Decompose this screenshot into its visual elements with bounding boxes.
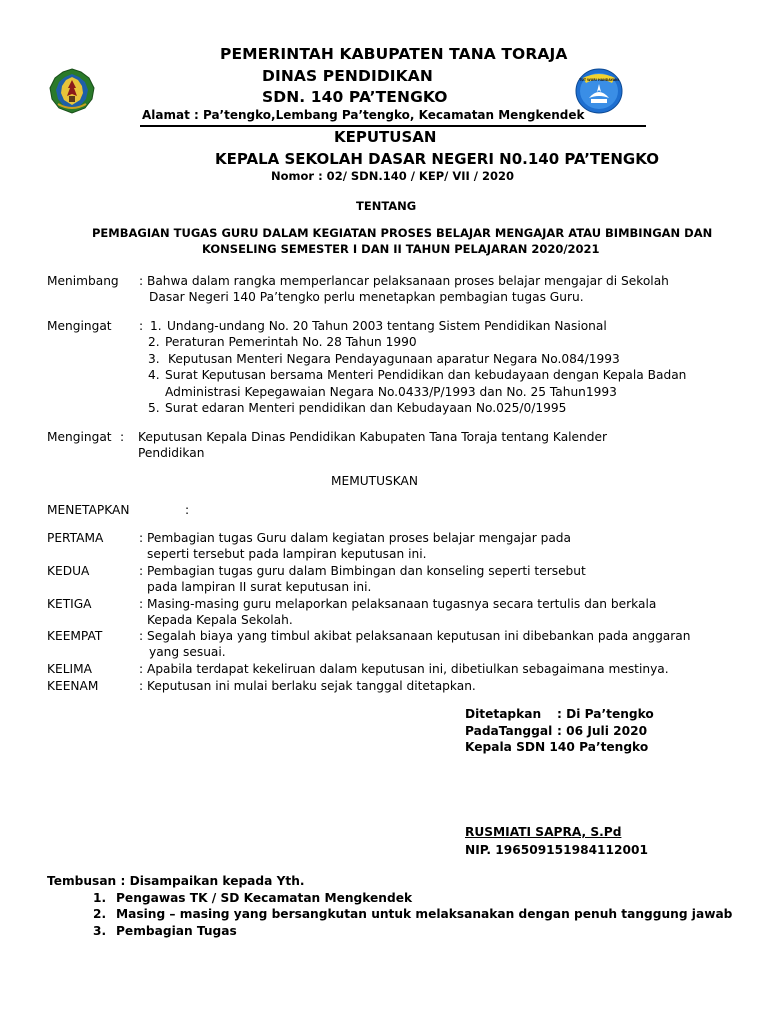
clause-line-1: : Segalah biaya yang timbul akibat pelaksanaan keputusan ini dibebankan pada anggaran xyxy=(139,629,691,643)
signatory-nip: NIP. 196509151984112001 xyxy=(465,843,648,857)
tembusan-heading: Tembusan : Disampaikan kepada Yth. xyxy=(47,874,305,888)
tembusan-item-number: 2. xyxy=(93,907,107,921)
subject-line-1: PEMBAGIAN TUGAS GURU DALAM KEGIATAN PROSES BELAJAR MENGAJAR ATAU BIMBINGAN DAN xyxy=(92,226,713,240)
mengingat-item-number: 3. xyxy=(148,352,160,366)
clause-line-1: : Masing-masing guru melaporkan pelaksanaan tugasnya secara tertulis dan berkala xyxy=(139,597,657,611)
mengingat-item-number: 4. xyxy=(148,368,160,382)
mengingat-item-text: Peraturan Pemerintah No. 28 Tahun 1990 xyxy=(165,335,417,349)
tembusan-item-number: 3. xyxy=(93,924,107,938)
clause-line-2: yang sesuai. xyxy=(149,645,226,659)
menetapkan-label: MENETAPKAN xyxy=(47,503,130,517)
decree-number: Nomor : 02/ SDN.140 / KEP/ VII / 2020 xyxy=(271,169,514,183)
clause-line-1: : Pembagian tugas guru dalam Bimbingan dan konseling seperti tersebut xyxy=(139,564,586,578)
decree-issuer: KEPALA SEKOLAH DASAR NEGERI N0.140 PA’TENGKO xyxy=(215,150,659,168)
mengingat-item-text: Surat Keputusan bersama Menteri Pendidikan dan kebudayaan dengan Kepala Badan xyxy=(165,368,687,382)
clause-line-2: Kepada Kepala Sekolah. xyxy=(147,613,293,627)
signature-place-value: : Di Pa’tengko xyxy=(557,707,654,721)
mengingat-item-text-continued: Administrasi Kepegawaian Negara No.0433/P/1993 dan No. 25 Tahun1993 xyxy=(165,385,617,399)
mengingat-label: Mengingat xyxy=(47,430,112,444)
mengingat-item-number: 1. xyxy=(150,319,162,333)
header-address: Alamat : Pa’tengko,Lembang Pa’tengko, Kecamatan Mengkendek xyxy=(142,108,585,122)
mengingat-item-number: 5. xyxy=(148,401,160,415)
clause-label: PERTAMA xyxy=(47,531,104,545)
mengingat-item-text: Undang-undang No. 20 Tahun 2003 tentang Sistem Pendidikan Nasional xyxy=(167,319,607,333)
signature-date-label: PadaTanggal xyxy=(465,724,553,738)
mengingat-item-text: Surat edaran Menteri pendidikan dan Kebudayaan No.025/0/1995 xyxy=(165,401,567,415)
memutuskan-heading: MEMUTUSKAN xyxy=(331,474,418,488)
subject-line-2: KONSELING SEMESTER I DAN II TAHUN PELAJARAN 2020/2021 xyxy=(202,242,600,256)
tembusan-item-text: Pengawas TK / SD Kecamatan Mengkendek xyxy=(116,891,413,905)
clause-line-1: : Apabila terdapat kekeliruan dalam keputusan ini, dibetiulkan sebagaimana mestinya. xyxy=(139,662,669,676)
mengingat-calendar-line-1: Keputusan Kepala Dinas Pendidikan Kabupaten Tana Toraja tentang Kalender xyxy=(138,430,608,444)
clause-line-2: seperti tersebut pada lampiran keputusan ini. xyxy=(147,547,427,561)
signature-position: Kepala SDN 140 Pa’tengko xyxy=(465,740,649,754)
clause-label: KELIMA xyxy=(47,662,92,676)
clause-label: KEEMPAT xyxy=(47,629,103,643)
emblem-motto: TUT WURI HANDAYANI xyxy=(579,78,619,82)
mengingat-label: Mengingat xyxy=(47,319,112,333)
header-line-school: SDN. 140 PA’TENGKO xyxy=(262,88,448,106)
header-divider xyxy=(140,125,646,127)
menetapkan-colon: : xyxy=(185,503,190,517)
clause-label: KEDUA xyxy=(47,564,90,578)
mengingat-calendar-line-2: Pendidikan xyxy=(138,446,205,460)
clause-line-2: pada lampiran II surat keputusan ini. xyxy=(147,580,372,594)
clause-line-1: : Pembagian tugas Guru dalam kegiatan proses belajar mengajar pada xyxy=(139,531,572,545)
mengingat-colon: : xyxy=(120,430,125,444)
clause-label: KEENAM xyxy=(47,679,99,693)
mengingat-colon: : xyxy=(139,319,144,333)
regency-emblem-logo xyxy=(48,68,96,114)
menimbang-line-2: Dasar Negeri 140 Pa’tengko perlu menetapkan pembagian tugas Guru. xyxy=(149,290,584,304)
signature-date-value: : 06 Juli 2020 xyxy=(557,724,648,738)
tut-wuri-handayani-logo xyxy=(575,68,623,114)
clause-label: KETIGA xyxy=(47,597,92,611)
tembusan-item-number: 1. xyxy=(93,891,107,905)
clause-line-1: : Keputusan ini mulai berlaku sejak tanggal ditetapkan. xyxy=(139,679,476,693)
about-label: TENTANG xyxy=(356,199,417,213)
tembusan-item-text: Pembagian Tugas xyxy=(116,924,237,938)
decree-title: KEPUTUSAN xyxy=(334,128,437,146)
mengingat-item-number: 2. xyxy=(148,335,160,349)
mengingat-item-text: Keputusan Menteri Negara Pendayagunaan aparatur Negara No.084/1993 xyxy=(168,352,620,366)
menimbang-label: Menimbang xyxy=(47,274,119,288)
menimbang-line-1: : Bahwa dalam rangka memperlancar pelaksanaan proses belajar mengajar di Sekolah xyxy=(139,274,669,288)
signatory-name: RUSMIATI SAPRA, S.Pd xyxy=(465,825,622,839)
header-line-office: DINAS PENDIDIKAN xyxy=(262,67,433,85)
signature-place-label: Ditetapkan xyxy=(465,707,542,721)
header-line-government: PEMERINTAH KABUPATEN TANA TORAJA xyxy=(220,45,568,63)
tembusan-item-text: Masing – masing yang bersangkutan untuk melaksanakan dengan penuh tanggung jawab xyxy=(116,907,733,921)
